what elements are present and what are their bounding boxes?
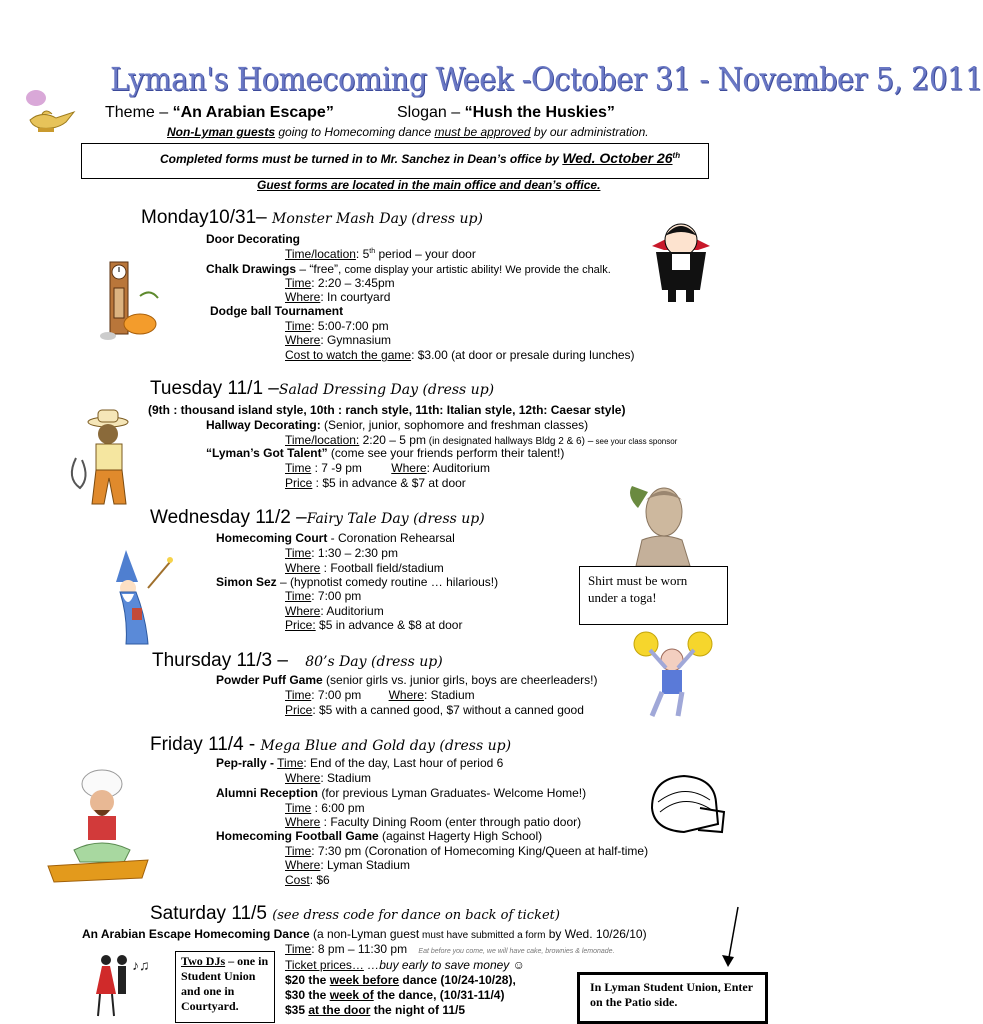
tuesday-talent-price: Price : $5 in advance & $7 at door [285, 476, 466, 490]
monday-door-time: Time/location: 5th period – your door [285, 247, 476, 261]
wednesday-court-where: Where : Football field/stadium [285, 561, 444, 575]
friday-alumni-time: Time : 6:00 pm [285, 801, 365, 815]
friday-event-alumni: Alumni Reception (for previous Lyman Graduates- Welcome Home!) [216, 786, 587, 800]
arrow-icon [718, 905, 744, 969]
friday-football-cost: Cost: $6 [285, 873, 330, 887]
tuesday-event-hallway: Hallway Decorating: (Senior, junior, sophomore and freshman classes) [206, 418, 589, 432]
monday-dodge-cost: Cost to watch the game: $3.00 (at door or presale during lunches) [285, 348, 635, 362]
friday-event-peprally: Pep-rally - Time: End of the day, Last hour of period 6 [216, 756, 504, 770]
saturday-heading: Saturday 11/5 (see dress code for dance on back of ticket) [150, 903, 560, 924]
forms-deadline: Completed forms must be turned in to Mr. Sanchez in Dean’s office by Wed. October 26th [160, 150, 681, 166]
monday-chalk-where: Where: In courtyard [285, 290, 391, 304]
cowboy-icon [66, 408, 138, 514]
monday-chalk-time: Time: 2:20 – 3:45pm [285, 276, 395, 290]
football-helmet-icon [644, 772, 726, 840]
thursday-event-powderpuff: Powder Puff Game (senior girls vs. junior girls, boys are cheerleaders!) [216, 673, 598, 687]
monday-dodge-time: Time: 5:00-7:00 pm [285, 319, 389, 333]
saturday-tickets: Ticket prices… …buy early to save money ☺ [285, 958, 525, 972]
toga-note: Shirt must be worn under a toga! [588, 573, 688, 605]
saturday-price-3: $35 at the door the night of 11/5 [285, 1003, 466, 1017]
saturday-price-1: $20 the week before dance (10/24-10/28), [285, 973, 516, 987]
wednesday-simon-where: Where: Auditorium [285, 604, 384, 618]
monday-dodge-where: Where: Gymnasium [285, 333, 392, 347]
page-title: Lyman's Homecoming Week -October 31 - November 5, 2011 [110, 60, 983, 98]
monday-event-dodgeball: Dodge ball Tournament [210, 304, 344, 318]
friday-heading: Friday 11/4 - Mega Blue and Gold day (dress up) [150, 734, 512, 755]
slogan-line: Slogan – “Hush the Huskies” [397, 104, 615, 121]
tuesday-grades: (9th : thousand island style, 10th : ranch style, 11th: Italian style, 12th: Caesar style) [148, 403, 626, 417]
saturday-time: Time: 8 pm – 11:30 pm Eat before you come, we will have cake, brownies & lemonade. [285, 942, 615, 956]
saturday-event-dance: An Arabian Escape Homecoming Dance (a non-Lyman guest must have submitted a form by Wed. 10/26/10) [82, 927, 647, 941]
wednesday-simon-time: Time: 7:00 pm [285, 589, 362, 603]
friday-pep-where: Where: Stadium [285, 771, 372, 785]
cheerleader-icon [632, 630, 714, 722]
guests-note: Non-Lyman guests going to Homecoming dance must be approved by our administration. [167, 125, 649, 139]
thursday-heading: Thursday 11/3 – 80’s Day (dress up) [152, 650, 443, 671]
union-note: In Lyman Student Union, Enter on the Patio side. [590, 980, 753, 1009]
friday-alumni-where: Where : Faculty Dining Room (enter through patio door) [285, 815, 582, 829]
tuesday-event-talent: “Lyman’s Got Talent” (come see your friends perform their talent!) [206, 446, 565, 460]
theme-line: Theme – “An Arabian Escape” [105, 104, 334, 121]
friday-football-where: Where: Lyman Stadium [285, 858, 410, 872]
guest-forms-note: Guest forms are located in the main office and dean’s office. [257, 178, 601, 192]
svg-text:♪♫: ♪♫ [132, 957, 150, 973]
djs-note: Two DJs – one in Student Union and one in Courtyard. [181, 954, 269, 1013]
wednesday-event-court: Homecoming Court - Coronation Rehearsal [216, 531, 455, 545]
monday-event-door: Door Decorating [206, 232, 301, 246]
friday-event-football: Homecoming Football Game (against Hagerty High School) [216, 829, 543, 843]
friday-football-time: Time: 7:30 pm (Coronation of Homecoming King/Queen at half-time) [285, 844, 649, 858]
tuesday-heading: Tuesday 11/1 –Salad Dressing Day (dress up) [150, 378, 495, 399]
wizard-icon [108, 548, 176, 648]
wednesday-simon-price: Price: $5 in advance & $8 at door [285, 618, 463, 632]
wednesday-court-time: Time: 1:30 – 2:30 pm [285, 546, 398, 560]
magic-lamp-icon [22, 86, 80, 134]
dancers-icon [88, 950, 160, 1022]
monday-event-chalk: Chalk Drawings – “free”, come display your artistic ability! We provide the chalk. [206, 262, 611, 276]
wednesday-event-simon: Simon Sez – (hypnotist comedy routine … hilarious!) [216, 575, 499, 589]
caesar-bust-icon [618, 478, 704, 568]
saturday-price-2: $30 the week of the dance, (10/31-11/4) [285, 988, 505, 1002]
thursday-pp-time: Time: 7:00 pm Where: Stadium [285, 688, 475, 702]
monday-heading: Monday10/31– Monster Mash Day (dress up) [141, 207, 483, 228]
tuesday-talent-time: Time : 7 -9 pm Where: Auditorium [285, 461, 490, 475]
wednesday-heading: Wednesday 11/2 –Fairy Tale Day (dress up) [150, 507, 485, 528]
tuesday-hallway-time: Time/location: 2:20 – 5 pm (in designated hallways Bldg 2 & 6) – see your class sponsor [285, 433, 678, 447]
genie-carpet-icon [44, 766, 152, 886]
thursday-pp-price: Price: $5 with a canned good, $7 without a canned good [285, 703, 584, 717]
clock-pumpkin-icon [100, 252, 172, 342]
vampire-icon [648, 210, 714, 304]
